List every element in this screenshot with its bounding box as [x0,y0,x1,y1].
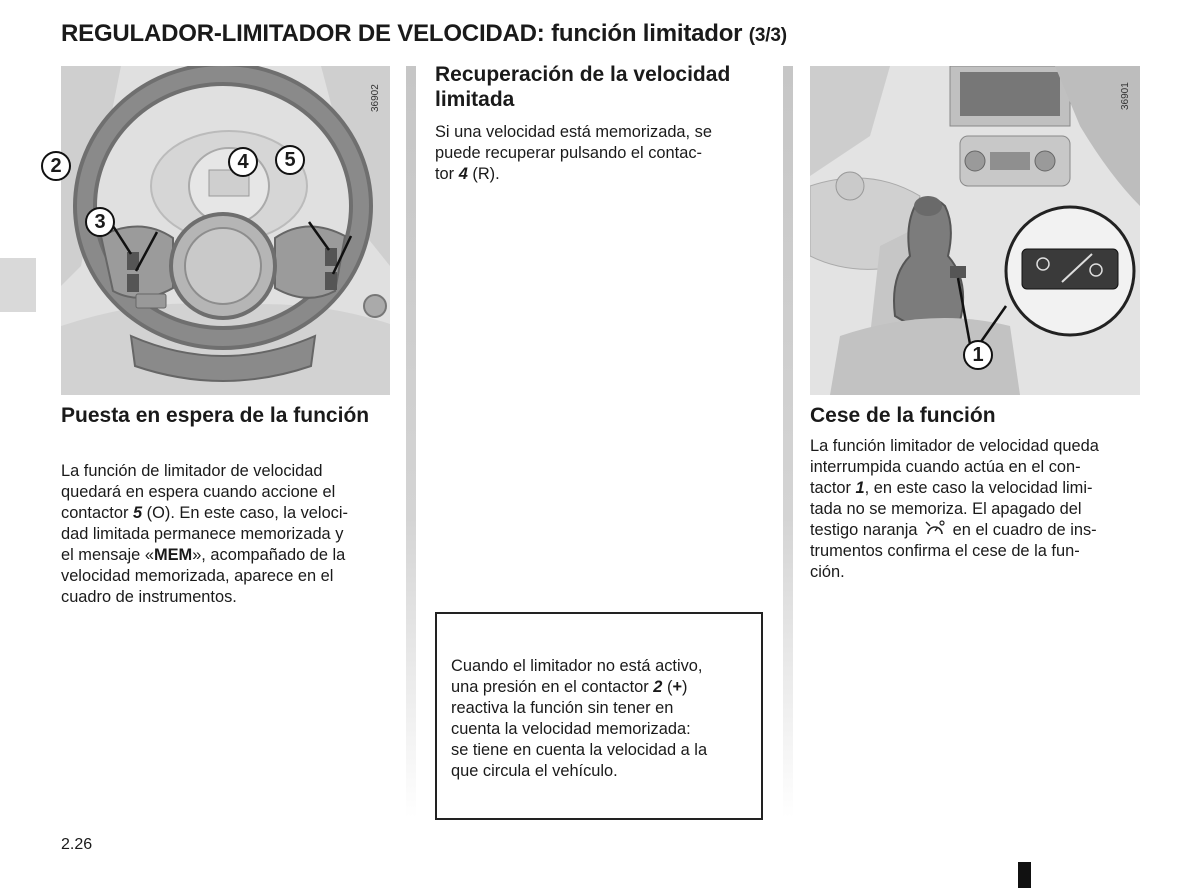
note-text [451,656,751,782]
note-box [435,612,763,820]
callout-2-label: 2 [50,154,62,177]
callout-5 [275,145,305,175]
page-number: 2.26 [61,836,93,853]
note-line: que circula el vehículo. [451,762,618,780]
callout-1-label: 1 [972,343,984,366]
heading-recovery: Recuperación de la velocidad limitada [435,63,731,111]
callout-3-label: 3 [94,210,106,233]
cancel-line-with-icon [810,520,1140,541]
callout-4-label: 4 [237,150,249,173]
recovery-text [435,122,765,185]
chapter-tab [0,258,36,312]
cancel-line: La función limitador de velocidad queda [810,437,1099,455]
standby-text [61,461,390,608]
column-divider-left [406,66,416,818]
standby-line: velocidad memorizada, aparece en el [61,567,334,585]
standby-line: cuadro de instrumentos. [61,588,237,606]
column-divider-right [783,66,793,818]
cancel-line: trumentos confirma el cese de la fun- [810,542,1080,560]
page-title-suffix: (3/3) [748,25,787,46]
cancel-text [810,436,1140,583]
page-title-main: REGULADOR-LIMITADOR DE VELOCIDAD: función limitador [61,20,743,47]
cancel-line: tactor 1, en este caso la velocidad limi- [810,479,1093,497]
callout-1 [963,340,993,370]
cancel-line-prefix: testigo naranja [810,521,918,539]
heading-standby: Puesta en espera de la función [61,404,370,427]
recovery-line: puede recuperar pulsando el contac- [435,144,702,162]
corner-mark [1018,862,1031,888]
figure-ref-left: 36902 [370,84,381,112]
note-line: se tiene en cuenta la velocidad a la [451,741,708,759]
note-line: reactiva la función sin tener en [451,699,674,717]
recovery-line: tor 4 (R). [435,165,500,183]
note-line: una presión en el contactor 2 (+) [451,678,688,696]
page-title [61,20,787,48]
cancel-line: ción. [810,563,845,581]
callout-2 [41,151,71,181]
callout-4 [228,147,258,177]
standby-line: quedará en espera cuando accione el [61,483,336,501]
heading-cancel: Cese de la función [810,404,996,427]
cancel-line: interrumpida cuando actúa en el con- [810,458,1081,476]
standby-line: La función de limitador de velocidad [61,462,323,480]
cancel-line: tada no se memoriza. El apagado del [810,500,1082,518]
standby-line: el mensaje «MEM», acompañado de la [61,546,346,564]
callout-5-label: 5 [284,148,296,171]
cancel-line-suffix: en el cuadro de ins- [952,521,1097,539]
standby-line: dad limitada permanece memorizada y [61,525,344,543]
figure-ref-right: 36901 [1120,82,1131,110]
speed-limiter-warning-icon [924,520,946,538]
note-line: cuenta la velocidad memorizada: [451,720,691,738]
callout-3 [85,207,115,237]
recovery-line: Si una velocidad está memorizada, se [435,123,712,141]
standby-line: contactor 5 (O). En este caso, la veloci- [61,504,348,522]
note-line: Cuando el limitador no está activo, [451,657,703,675]
